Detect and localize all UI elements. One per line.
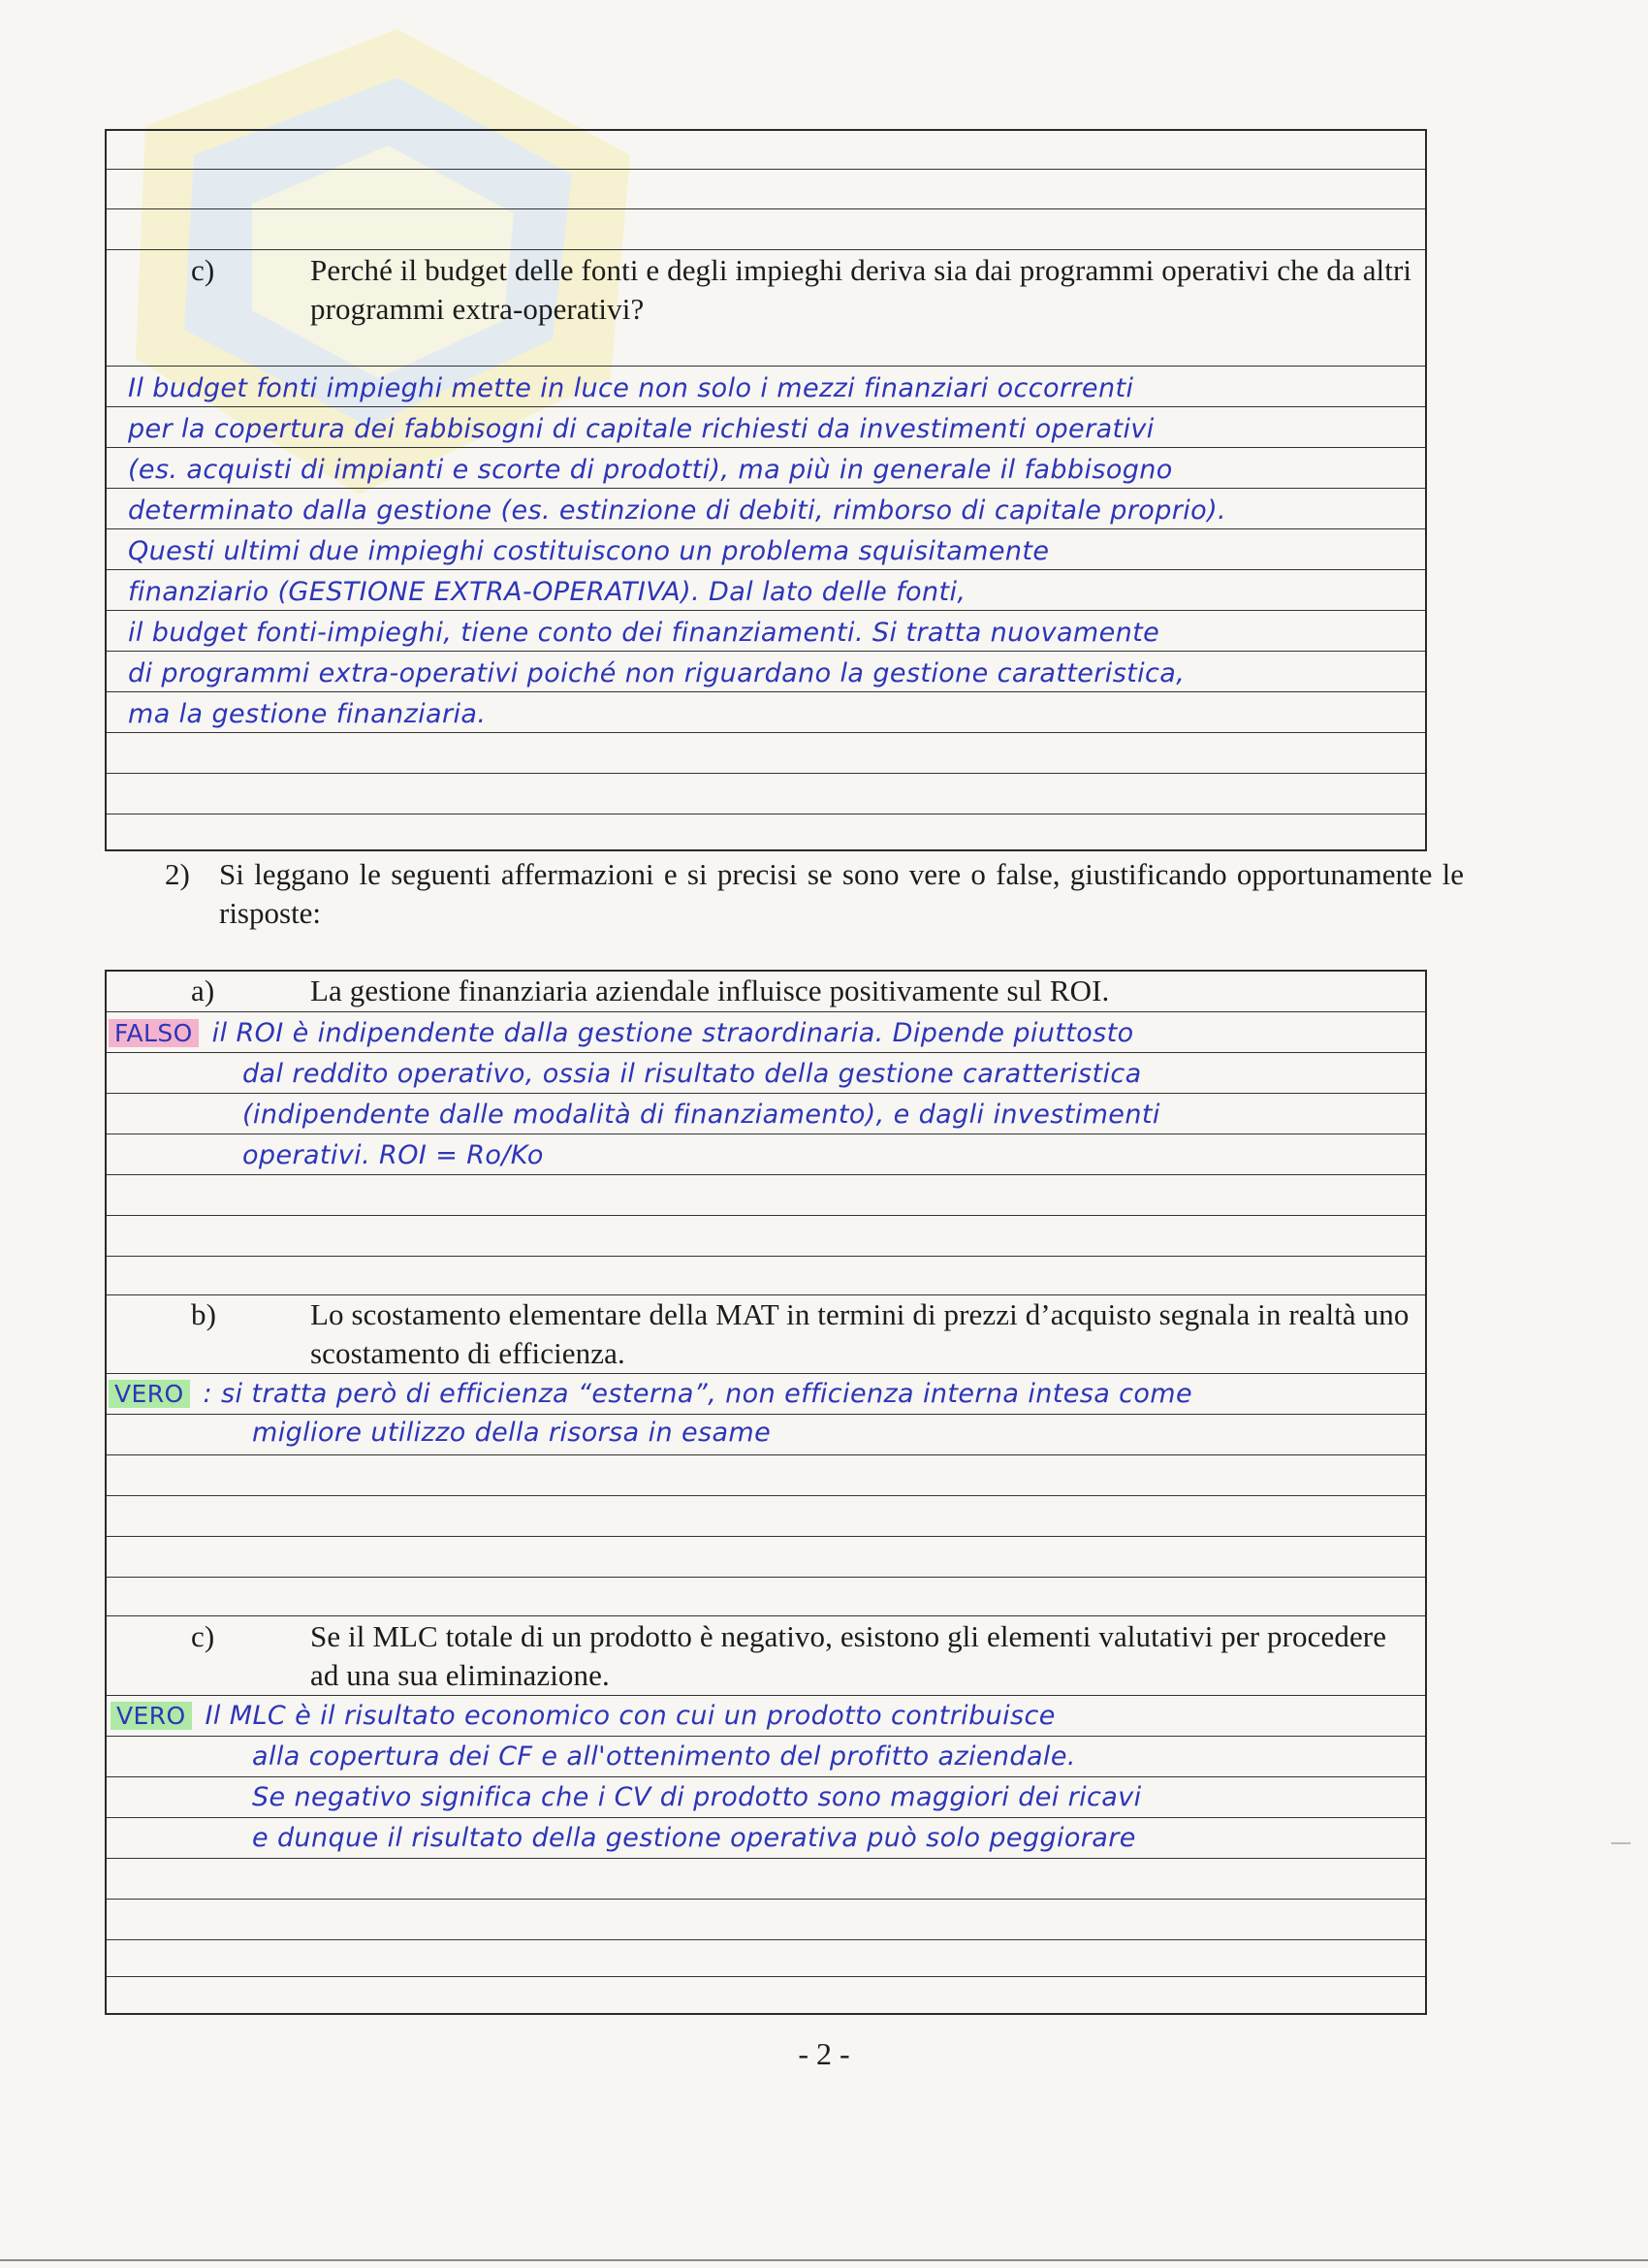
answer-line: Il budget fonti impieghi mette in luce non solo i mezzi finanziari occorrenti (128, 373, 1134, 403)
answer-line (109, 1018, 1415, 1048)
statement-text: La gestione finanziaria aziendale influisce positivamente sul ROI. (310, 974, 1110, 1007)
page-number: - 2 - (798, 2036, 850, 2071)
verdict-highlight: VERO (109, 1380, 190, 1408)
answer-line (111, 1701, 1415, 1731)
answer-line: Questi ultimi due impieghi costituiscono un problema squisitamente (128, 536, 1050, 566)
statements-box (105, 970, 1427, 2015)
answer-line (109, 1379, 1415, 1409)
statement-letter: c) (191, 1619, 215, 1653)
answer-line: di programmi extra-operativi poiché non riguardano la gestione caratteristica, (128, 658, 1186, 688)
scan-mark (1611, 1842, 1631, 1844)
answer-line: ma la gestione finanziaria. (128, 699, 487, 729)
answer-line: e dunque il risultato della gestione operativa può solo peggiorare (252, 1823, 1136, 1853)
question-statement: Perché il budget delle fonti e degli impieghi deriva sia dai programmi operativi che da altri programmi extra-operativi? (310, 253, 1412, 326)
statement-a (192, 972, 1413, 1010)
statement-text: Lo scostamento elementare della MAT in termini di prezzi d’acquisto segnala in realtà uno scostamento di efficienza. (310, 1297, 1410, 1370)
verdict-highlight: VERO (111, 1702, 192, 1730)
question-1c-text (192, 251, 1413, 329)
answer-text: : si tratta però di efficienza “esterna”, non efficienza interna intesa come (203, 1379, 1193, 1409)
statement-letter: a) (191, 974, 215, 1007)
answer-line: determinato dalla gestione (es. estinzione di debiti, rimborso di capitale proprio). (128, 495, 1227, 526)
statement-b (192, 1295, 1413, 1373)
section-text: Si leggano le seguenti affermazioni e si precisi se sono vere o false, giustificando opportunamente le risposte: (219, 857, 1464, 930)
answer-line: dal reddito operativo, ossia il risultato della gestione caratteristica (242, 1059, 1142, 1089)
statement-text: Se il MLC totale di un prodotto è negativo, esistono gli elementi valutativi per procedere ad una sua eliminazione. (310, 1619, 1387, 1692)
answer-text: il ROI è indipendente dalla gestione straordinaria. Dipende piuttosto (211, 1018, 1134, 1048)
statement-c (192, 1617, 1413, 1695)
answer-text: Il MLC è il risultato economico con cui un prodotto contribuisce (205, 1701, 1056, 1731)
question-letter: c) (191, 253, 215, 287)
section-number: 2) (165, 857, 190, 891)
answer-line: per la copertura dei fabbisogni di capitale richiesti da investimenti operativi (128, 414, 1155, 444)
question-1c-box (105, 129, 1427, 851)
verdict-highlight: FALSO (109, 1019, 199, 1047)
answer-line: Se negativo significa che i CV di prodotto sono maggiori dei ricavi (252, 1782, 1142, 1812)
section-2-intro (165, 855, 1464, 933)
answer-line: operativi. ROI = Ro/Ko (242, 1140, 544, 1170)
answer-line: migliore utilizzo della risorsa in esame (252, 1418, 772, 1448)
answer-line: alla copertura dei CF e all'ottenimento del profitto aziendale. (252, 1741, 1076, 1772)
answer-line: (es. acquisti di impianti e scorte di prodotti), ma più in generale il fabbisogno (128, 455, 1173, 485)
answer-line: finanziario (GESTIONE EXTRA-OPERATIVA). Dal lato delle fonti, (128, 577, 967, 607)
scan-bottom-edge (0, 2259, 1648, 2261)
statement-letter: b) (191, 1297, 217, 1331)
answer-line: (indipendente dalle modalità di finanziamento), e dagli investimenti (242, 1100, 1160, 1130)
answer-line: il budget fonti-impieghi, tiene conto dei finanziamenti. Si tratta nuovamente (128, 618, 1160, 648)
